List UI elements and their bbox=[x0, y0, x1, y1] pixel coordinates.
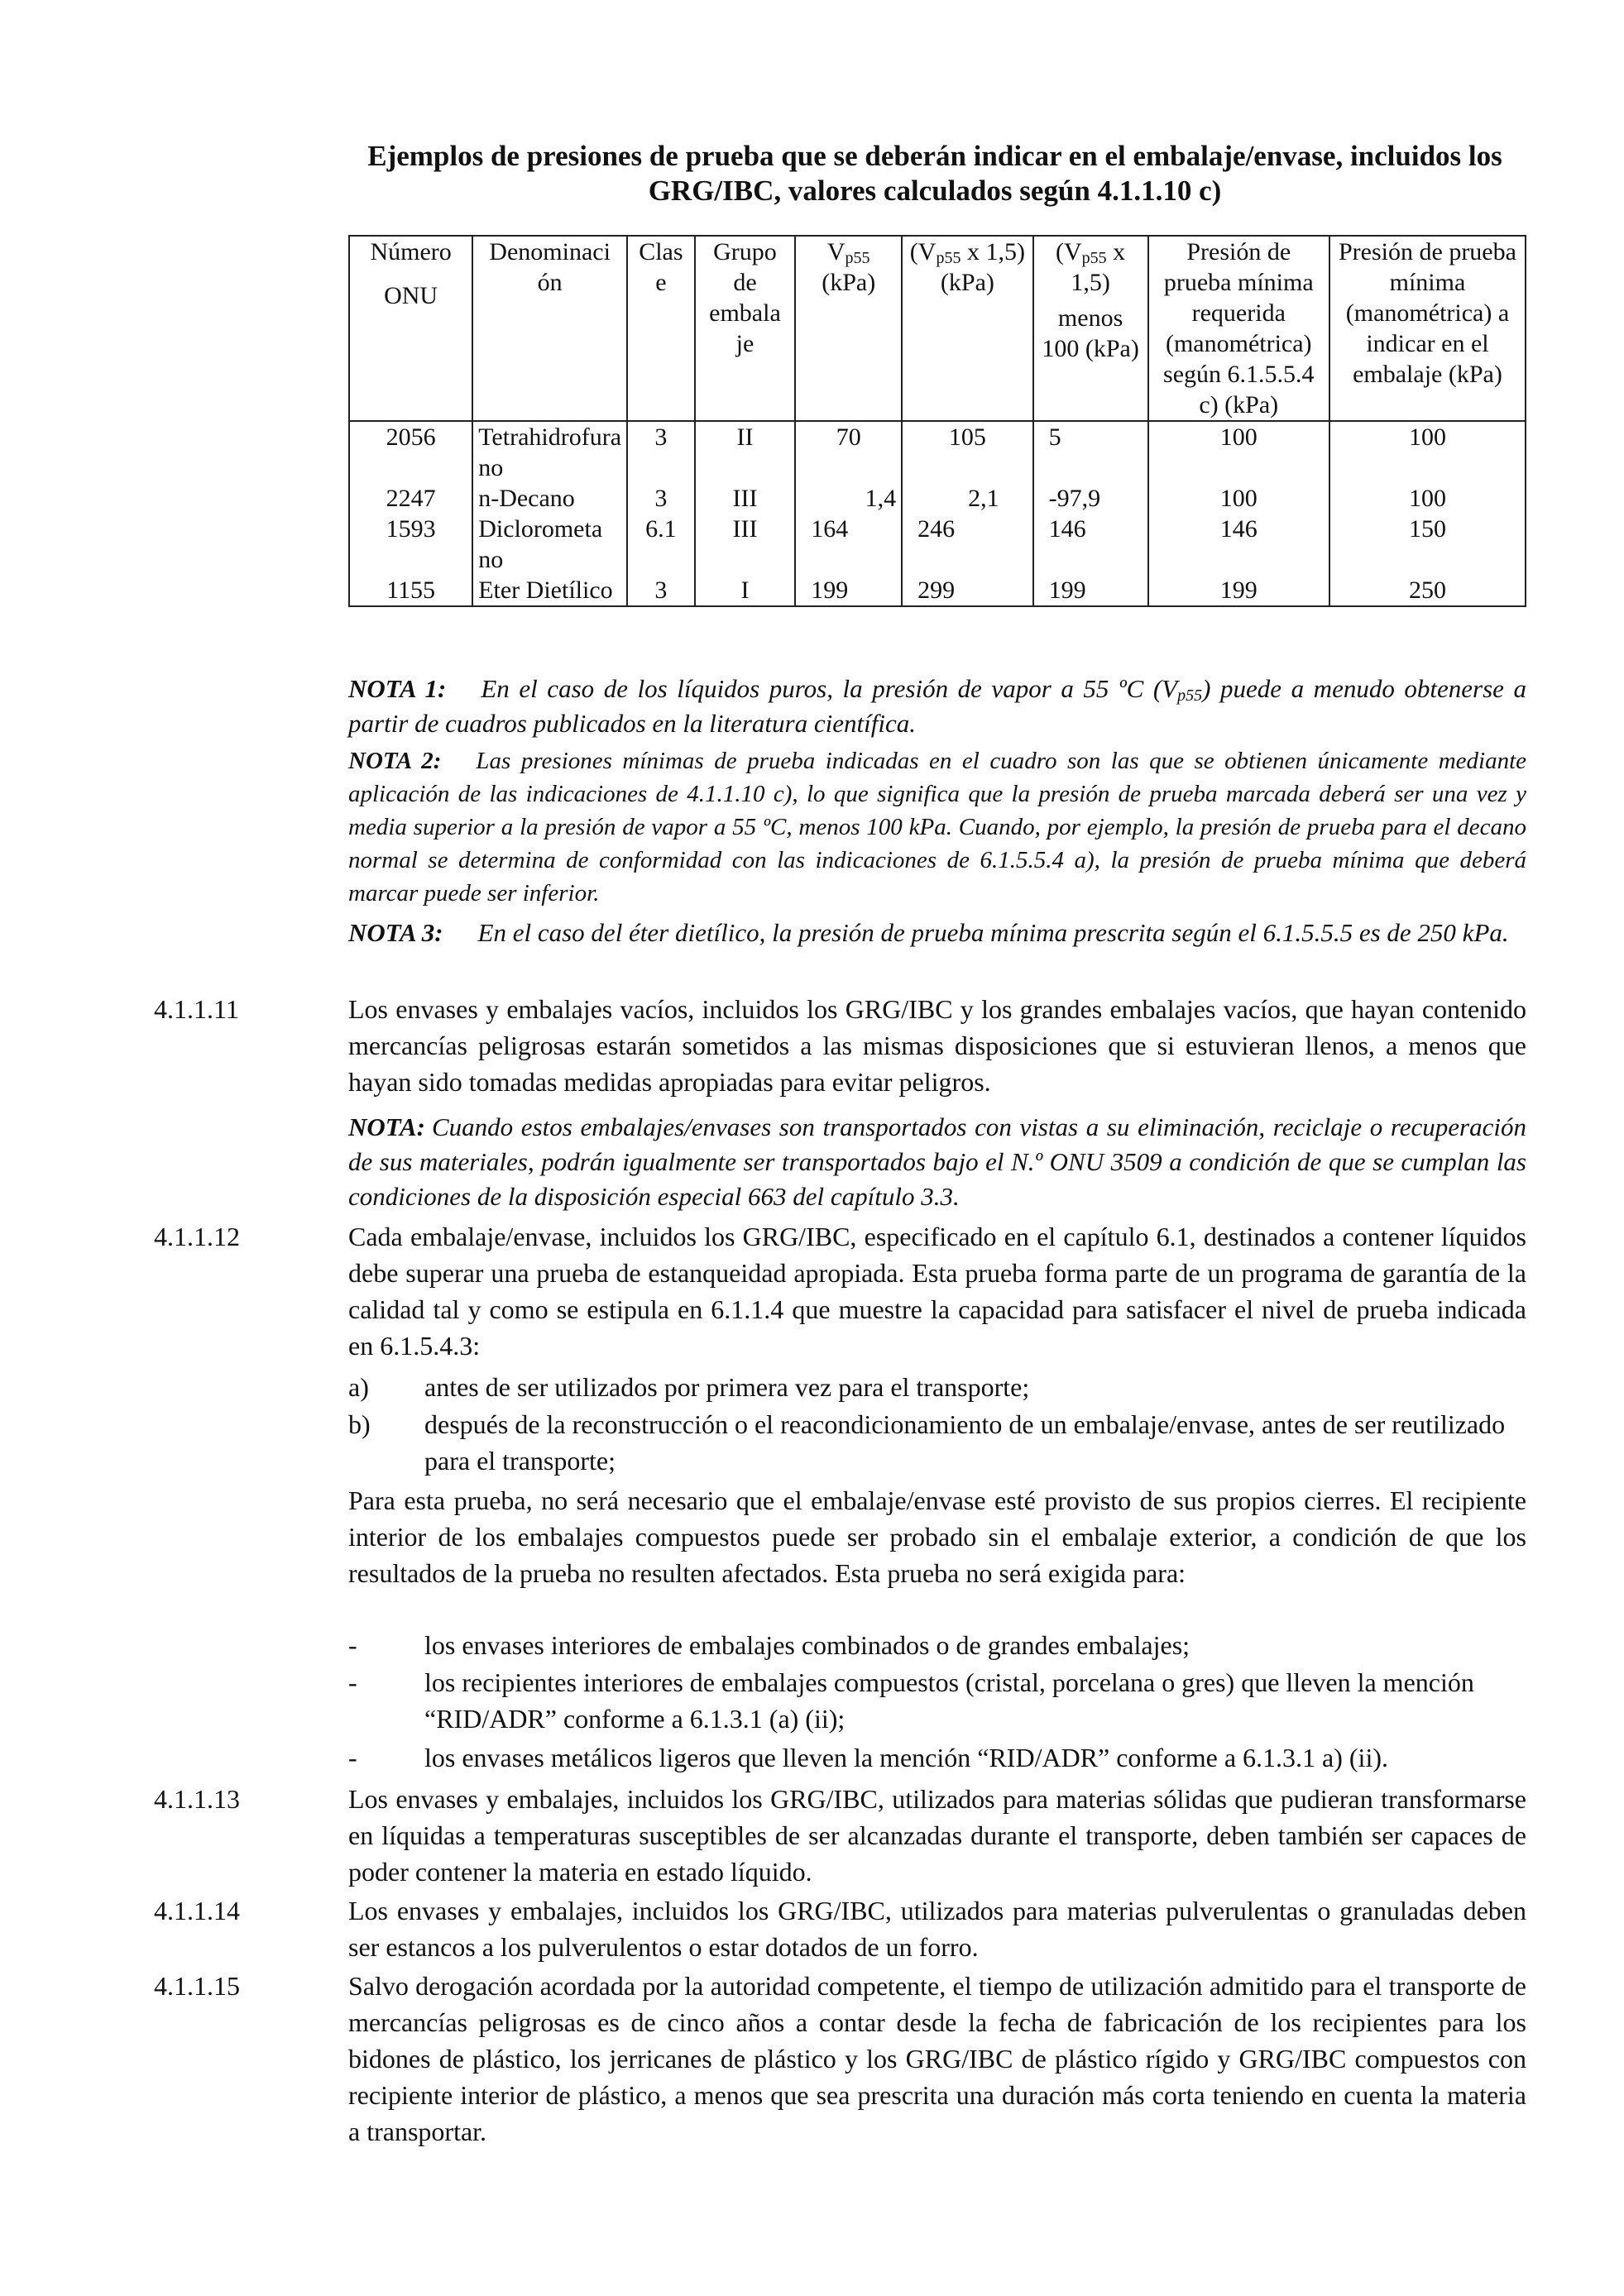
list-marker: a) bbox=[348, 1372, 369, 1402]
header-menos-line3: menos 100 (kPa) bbox=[1042, 304, 1139, 362]
cell-presion-indicar: 100 bbox=[1329, 421, 1526, 483]
cell-menos-100: 5 bbox=[1033, 421, 1148, 483]
nota-1-text-b: ) puede a menudo obtenerse a partir de cuadros publicados en la literatura científica. bbox=[348, 674, 1526, 738]
cell-denominacion: n-Decano bbox=[472, 483, 627, 514]
cell-onu: 2247 bbox=[349, 483, 472, 514]
list-item bbox=[348, 1627, 1526, 1663]
cell-presion-requerida: 100 bbox=[1148, 421, 1329, 483]
cell-vp55: 164 bbox=[795, 514, 902, 575]
cell-clase: 3 bbox=[627, 421, 695, 483]
cell-menos-100: 199 bbox=[1033, 575, 1148, 606]
section-4-1-1-12: Cada embalaje/envase, incluidos los GRG/IBC, especificado en el capítulo 6.1, destinados a contener líquidos debe superar una prueba de estanqueidad apropiada. Esta prueba forma parte de un programa de garantía de la calidad tal y como se estipula en 6.1.1.4 que muestre la capacidad para satisfacer el nivel de prueba indicada en 6.1.5.4.3: bbox=[348, 1222, 1526, 1361]
list-item bbox=[348, 1406, 1526, 1479]
header-presion-indicar: Presión de prueba mínima (manométrica) a indicar en el embalaje (kPa) bbox=[1329, 236, 1526, 421]
list-item bbox=[348, 1369, 1526, 1405]
cell-vp55: 1,4 bbox=[795, 483, 902, 514]
cell-menos-100: -97,9 bbox=[1033, 483, 1148, 514]
table-row bbox=[349, 575, 1526, 606]
cell-vp55-x15: 105 bbox=[902, 421, 1032, 483]
cell-denominacion: Eter Dietílico bbox=[472, 575, 627, 606]
cell-presion-indicar: 100 bbox=[1329, 483, 1526, 514]
section-4-1-1-11-nota bbox=[348, 1110, 1526, 1214]
section-number: 4.1.1.14 bbox=[154, 1896, 240, 1925]
table-title bbox=[331, 139, 1539, 208]
cell-grupo: III bbox=[695, 514, 796, 575]
header-vp55-x15 bbox=[902, 236, 1032, 421]
table-row bbox=[349, 514, 1526, 575]
section-number: 4.1.1.12 bbox=[154, 1222, 240, 1251]
cell-denominacion: Diclorometa no bbox=[472, 514, 627, 575]
title-line-1: Ejemplos de presiones de prueba que se deberán indicar en el embalaje/envase, incluidos los bbox=[367, 140, 1502, 172]
cell-presion-indicar: 150 bbox=[1329, 514, 1526, 575]
nota-2 bbox=[348, 744, 1526, 910]
list-marker: - bbox=[348, 1667, 357, 1697]
header-vp55-symbol: $V_{p55}$ bbox=[826, 238, 870, 267]
cell-presion-requerida: 146 bbox=[1148, 514, 1329, 575]
nota-2-text: Las presiones mínimas de prueba indicadas en el cuadro son las que se obtienen únicamente mediante aplicación de las indicaciones de 4.1.1.10 c), lo que significa que la presión de prueba marcada deberá ser una vez y media superior a la presión de vapor a 55 ºC, menos 100 kPa. Cuando, por ejemplo, la presión de prueba para el decano normal se determina de conformidad con las indicaciones de 6.1.5.5.4 a), la presión de prueba mínima que deberá marcar puede ser inferior. bbox=[348, 748, 1527, 906]
cell-vp55: 70 bbox=[795, 421, 902, 483]
nota-text: Cuando estos embalajes/envases son transportados con vistas a su eliminación, reciclaje o recuperación de sus materiales, podrán igualmente ser transportados bajo el N.º ONU 3509 a condición de que se cumplan las condiciones de la disposición especial 663 del capítulo 3.3. bbox=[348, 1112, 1526, 1211]
header-onu bbox=[349, 236, 472, 421]
cell-denominacion: Tetrahidrofura no bbox=[472, 421, 627, 483]
cell-grupo: II bbox=[695, 421, 796, 483]
section-4-1-1-11: Los envases y embalajes vacíos, incluidos los GRG/IBC y los grandes embalajes vacíos, que hayan contenido mercancías peligrosas estarán sometidos a las mismas disposiciones que si estuvieran llenos, a menos que hayan sido tomadas medidas apropiadas para evitar peligros. bbox=[348, 994, 1526, 1097]
list-marker: b) bbox=[348, 1409, 371, 1439]
nota-3 bbox=[348, 916, 1526, 950]
cell-grupo: III bbox=[695, 483, 796, 514]
list-marker: - bbox=[348, 1743, 357, 1772]
cell-onu: 2056 bbox=[349, 421, 472, 483]
cell-clase: 3 bbox=[627, 483, 695, 514]
list-item-text: antes de ser utilizados por primera vez para el transporte; bbox=[424, 1372, 1030, 1402]
cell-vp55: 199 bbox=[795, 575, 902, 606]
cell-presion-requerida: 100 bbox=[1148, 483, 1329, 514]
cell-vp55-x15: 2,1 bbox=[902, 483, 1032, 514]
cell-clase: 6.1 bbox=[627, 514, 695, 575]
cell-vp55-x15: 299 bbox=[902, 575, 1032, 606]
section-4-1-1-12-paragraph-2: Para esta prueba, no será necesario que el embalaje/envase esté provisto de sus propios cierres. El recipiente interior de los embalajes compuestos puede ser probado sin el embalaje exterior, a condición de que los resultados de la prueba no resulten afectados. Esta prueba no será exigida para: bbox=[348, 1485, 1526, 1588]
section-number: 4.1.1.11 bbox=[154, 994, 239, 1024]
cell-onu: 1593 bbox=[349, 514, 472, 575]
header-vp55-x15-formula: ($V_{p55}$ x 1,5) bbox=[909, 238, 1025, 267]
list-item-text: después de la reconstrucción o el reacondicionamiento de un embalaje/envase, antes de ser reutilizado para el transporte; bbox=[424, 1409, 1506, 1476]
pressure-table bbox=[348, 235, 1526, 607]
nota-1: NOTA 1: En el caso de los líquidos puros, la presión de vapor a 55 ºC $(V_{p55})$ puede a menudo obtenerse a partir de cuadros publicados en la literatura científica. bbox=[348, 674, 1526, 738]
header-grupo: Grupo de embala je bbox=[695, 236, 796, 421]
nota-1-text-a: En el caso de los líquidos puros, la presión de vapor a 55 ºC (V bbox=[481, 674, 1178, 703]
header-clase: Clas e bbox=[627, 236, 695, 421]
section-number: 4.1.1.15 bbox=[154, 1971, 240, 2001]
header-vp55 bbox=[795, 236, 902, 421]
list-item-text: los recipientes interiores de embalajes compuestos (cristal, porcelana o gres) que lleven la mención “RID/ADR” conforme a 6.1.3.1 (a) (ii); bbox=[424, 1667, 1474, 1734]
section-number: 4.1.1.13 bbox=[154, 1784, 240, 1814]
cell-onu: 1155 bbox=[349, 575, 472, 606]
header-vp55-x15-unit: (kPa) bbox=[940, 269, 994, 296]
nota-label: NOTA: bbox=[348, 1112, 425, 1141]
header-menos-line2: 1,5) bbox=[1071, 269, 1110, 296]
list-item bbox=[348, 1739, 1526, 1776]
list-item bbox=[348, 1664, 1526, 1737]
header-menos-formula: ($V_{p55}$ x bbox=[1056, 238, 1126, 267]
cell-presion-indicar: 250 bbox=[1329, 575, 1526, 606]
cell-vp55-x15: 246 bbox=[902, 514, 1032, 575]
nota-1-label: NOTA 1: bbox=[348, 674, 447, 703]
list-item-text: los envases metálicos ligeros que lleven la mención “RID/ADR” conforme a 6.1.3.1 a) (ii). bbox=[424, 1743, 1388, 1772]
nota-3-label: NOTA 3: bbox=[348, 918, 443, 947]
header-menos-100 bbox=[1033, 236, 1148, 421]
header-denominacion: Denominaci ón bbox=[472, 236, 627, 421]
table-row bbox=[349, 483, 1526, 514]
header-vp55-unit: (kPa) bbox=[822, 269, 876, 296]
list-item-text: los envases interiores de embalajes combinados o de grandes embalajes; bbox=[424, 1630, 1190, 1660]
section-4-1-1-14: Los envases y embalajes, incluidos los GRG/IBC, utilizados para materias pulverulentas o granuladas deben ser estancos a los pulverulentos o estar dotados de un forro. bbox=[348, 1896, 1526, 1962]
header-onu-line2: ONU bbox=[384, 282, 438, 309]
nota-3-text: En el caso del éter dietílico, la presión de prueba mínima prescrita según el 6.1.5.5.5 es de 250 kPa. bbox=[477, 918, 1509, 947]
title-line-2: GRG/IBC, valores calculados según 4.1.1.10 c) bbox=[648, 175, 1222, 207]
header-presion-requerida: Presión de prueba mínima requerida (manométrica) según 6.1.5.5.4 c) (kPa) bbox=[1148, 236, 1329, 421]
cell-presion-requerida: 199 bbox=[1148, 575, 1329, 606]
table-row bbox=[349, 421, 1526, 483]
header-onu-line1: Número bbox=[370, 238, 452, 265]
table-header-row bbox=[349, 236, 1526, 421]
nota-2-label: NOTA 2: bbox=[348, 748, 442, 774]
cell-clase: 3 bbox=[627, 575, 695, 606]
cell-grupo: I bbox=[695, 575, 796, 606]
cell-menos-100: 146 bbox=[1033, 514, 1148, 575]
list-marker: - bbox=[348, 1630, 357, 1660]
section-4-1-1-15: Salvo derogación acordada por la autoridad competente, el tiempo de utilización admitido para el transporte de mercancías peligrosas es de cinco años a contar desde la fecha de fabricación de los recipientes para los bidones de plástico, los jerricanes de plástico y los GRG/IBC de plástico rígido y GRG/IBC compuestos con recipiente interior de plástico, a menos que sea prescrita una duración más corta teniendo en cuenta la materia a transportar. bbox=[348, 1971, 1526, 2146]
section-4-1-1-13: Los envases y embalajes, incluidos los GRG/IBC, utilizados para materias sólidas que pudieran transformarse en líquidas a temperaturas susceptibles de ser alcanzadas durante el transporte, deben también ser capaces de poder contener la materia en estado líquido. bbox=[348, 1784, 1526, 1887]
